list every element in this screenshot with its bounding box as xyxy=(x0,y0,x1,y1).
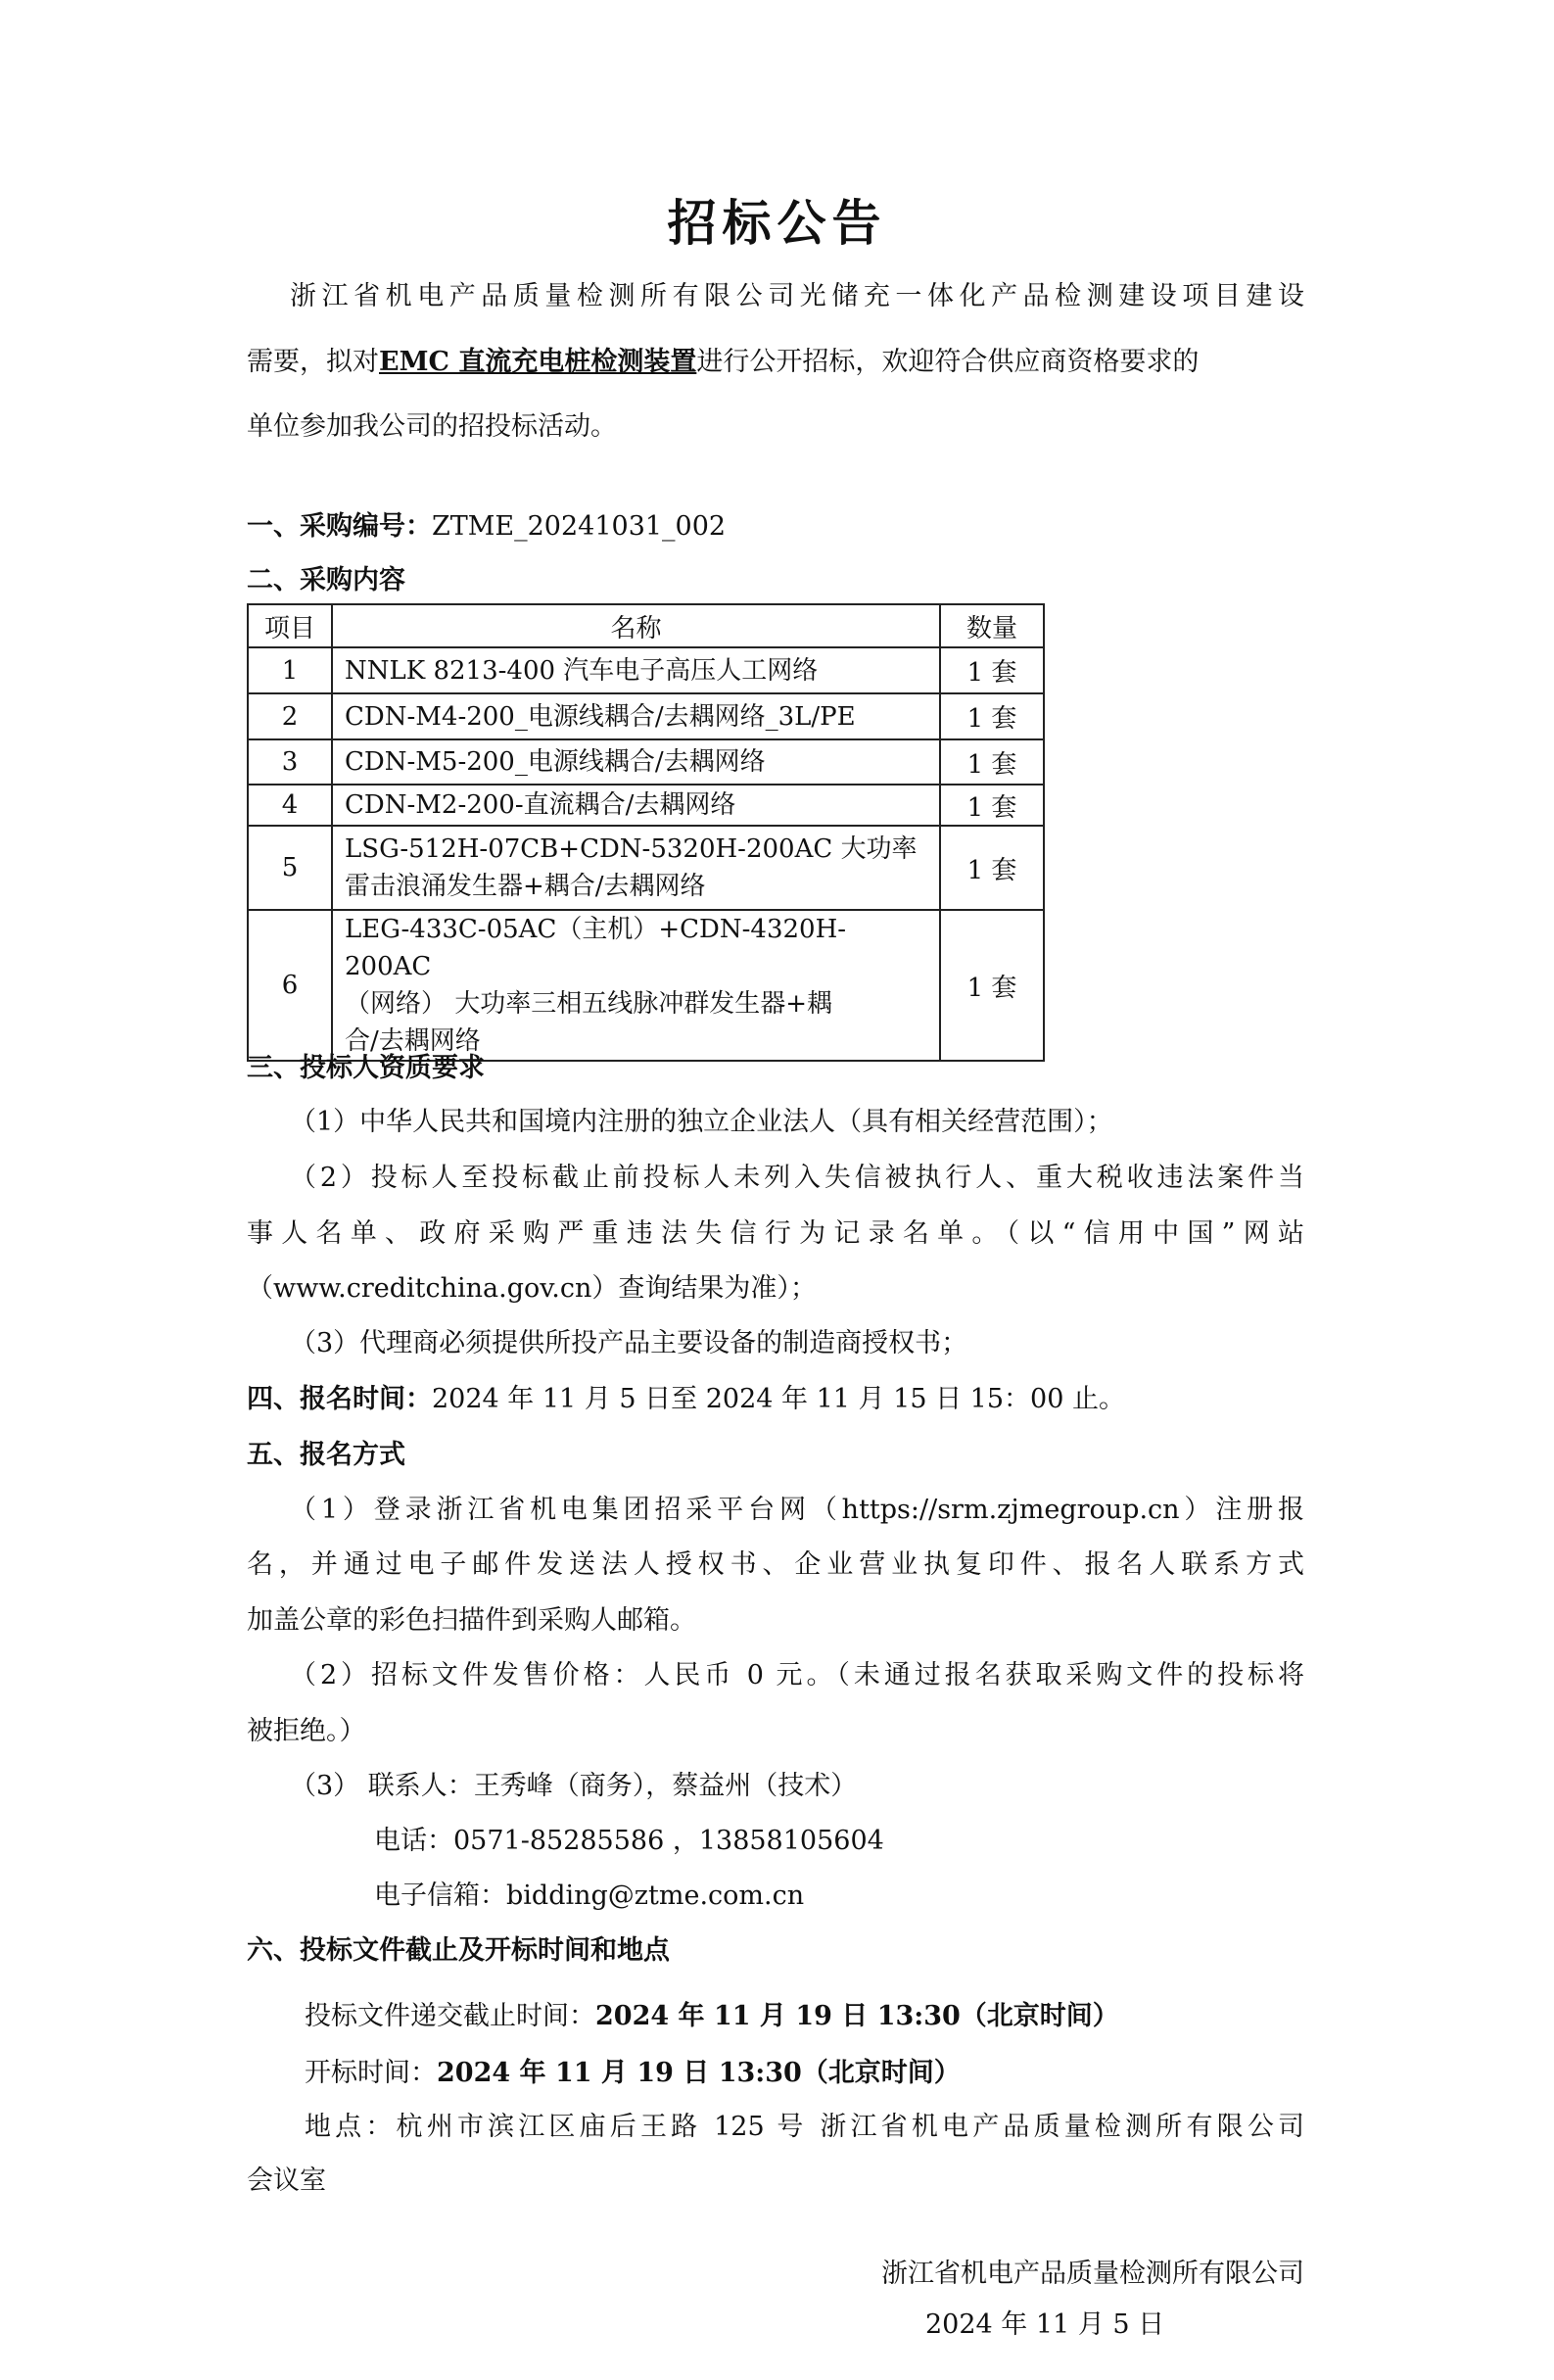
row-name-line: NNLK 8213-400 汽车电子高压人工网络 xyxy=(345,655,819,686)
intro-line-2-post: 进行公开招标，欢迎符合供应商资格要求的 xyxy=(696,347,1200,377)
row-name xyxy=(332,826,940,910)
contact-email: 电子信箱：bidding@ztme.com.cn xyxy=(374,1880,805,1911)
procurement-table xyxy=(247,603,1045,1062)
table-row xyxy=(248,647,1044,693)
deadline-value: 2024 年 11 月 19 日 13:30（北京时间） xyxy=(595,2001,1119,2031)
contact-persons: （3） 联系人：王秀峰（商务），蔡益州（技术） xyxy=(290,1771,858,1801)
registration-2-line-1: （2）招标文件发售价格：人民币 0 元。（未通过报名获取采购文件的投标将 xyxy=(290,1660,1304,1690)
deadline-label: 投标文件递交截止时间： xyxy=(305,2001,595,2031)
submission-deadline xyxy=(305,1999,1119,2034)
row-number: 3 xyxy=(248,739,332,785)
registration-1-line-2: 名，并通过电子邮件发送法人授权书、企业营业执复印件、报名人联系方式 xyxy=(247,1549,1304,1580)
table-row xyxy=(248,785,1044,826)
registration-1-line-3: 加盖公章的彩色扫描件到采购人邮箱。 xyxy=(247,1605,696,1636)
location-line-2: 会议室 xyxy=(247,2166,326,2196)
row-quantity: 1 套 xyxy=(940,647,1044,693)
row-number: 4 xyxy=(248,785,332,826)
issue-date: 2024 年 11 月 5 日 xyxy=(925,2309,1165,2340)
procurement-number: ZTME_20241031_002 xyxy=(432,511,727,542)
project-name: EMC 直流充电桩检测装置 xyxy=(379,347,697,377)
section-6-heading: 六、投标文件截止及开标时间和地点 xyxy=(247,1935,670,1966)
qualification-2-line-2: 事人名单、政府采购严重违法失信行为记录名单。（以“信用中国”网站 xyxy=(247,1218,1304,1249)
row-name xyxy=(332,910,940,1061)
row-number: 6 xyxy=(248,910,332,1061)
opening-value: 2024 年 11 月 19 日 13:30（北京时间） xyxy=(437,2058,961,2088)
table-row xyxy=(248,739,1044,785)
table-row xyxy=(248,910,1044,1061)
row-name-line: LEG-433C-05AC（主机）+CDN-4320H-200AC xyxy=(345,915,847,981)
row-name-line: LSG-512H-07CB+CDN-5320H-200AC 大功率 xyxy=(345,834,918,864)
intro-line-1: 浙江省机电产品质量检测所有限公司光储充一体化产品检测建设项目建设 xyxy=(290,281,1304,311)
row-quantity: 1 套 xyxy=(940,785,1044,826)
row-name-line: 雷击浪涌发生器+耦合/去耦网络 xyxy=(345,872,706,901)
row-name-line: CDN-M2-200-直流耦合/去耦网络 xyxy=(345,790,736,820)
intro-line-2 xyxy=(247,345,1199,380)
row-number: 5 xyxy=(248,826,332,910)
row-name-line: 合/去耦网络 xyxy=(345,1026,481,1056)
row-name-line: CDN-M5-200_电源线耦合/去耦网络 xyxy=(345,747,766,777)
opening-label: 开标时间： xyxy=(305,2058,437,2088)
qualification-2-line-1: （2）投标人至投标截止前投标人未列入失信被执行人、重大税收违法案件当 xyxy=(290,1163,1304,1193)
qualification-2-line-3: （www.creditchina.gov.cn）查询结果为准）； xyxy=(247,1273,817,1304)
section-4-heading: 四、报名时间： xyxy=(247,1384,432,1414)
row-name-line: CDN-M4-200_电源线耦合/去耦网络_3L/PE xyxy=(345,701,856,732)
table-row xyxy=(248,693,1044,739)
registration-2-line-2: 被拒绝。） xyxy=(247,1716,366,1746)
section-registration-time xyxy=(247,1382,1125,1417)
row-name xyxy=(332,647,940,693)
section-procurement-number xyxy=(247,509,726,545)
qualification-1: （1）中华人民共和国境内注册的独立企业法人（具有相关经营范围）； xyxy=(290,1107,1113,1137)
row-name xyxy=(332,693,940,739)
row-quantity: 1 套 xyxy=(940,826,1044,910)
row-name xyxy=(332,785,940,826)
header-item: 项目 xyxy=(248,604,332,647)
row-quantity: 1 套 xyxy=(940,910,1044,1061)
location-line-1: 地点：杭州市滨江区庙后王路 125 号 浙江省机电产品质量检测所有限公司 xyxy=(305,2112,1304,2142)
row-number: 2 xyxy=(248,693,332,739)
table-header-row xyxy=(248,604,1044,647)
row-name-line: （网络） 大功率三相五线脉冲群发生器+耦 xyxy=(345,989,833,1019)
page-title: 招标公告 xyxy=(667,194,887,252)
row-name xyxy=(332,739,940,785)
section-2-heading: 二、采购内容 xyxy=(247,565,405,595)
section-1-heading: 一、采购编号： xyxy=(247,511,432,542)
qualification-3: （3）代理商必须提供所投产品主要设备的制造商授权书； xyxy=(290,1328,968,1358)
intro-line-3: 单位参加我公司的招投标活动。 xyxy=(247,411,617,442)
header-quantity: 数量 xyxy=(940,604,1044,647)
row-quantity: 1 套 xyxy=(940,693,1044,739)
section-3-heading: 三、投标人资质要求 xyxy=(247,1053,485,1083)
issuer-company: 浙江省机电产品质量检测所有限公司 xyxy=(881,2259,1304,2289)
intro-line-2-pre: 需要，拟对 xyxy=(247,347,379,377)
header-name: 名称 xyxy=(332,604,940,647)
contact-phone: 电话：0571-85285586 ，13858105604 xyxy=(374,1826,884,1856)
row-number: 1 xyxy=(248,647,332,693)
registration-time: 2024 年 11 月 5 日至 2024 年 11 月 15 日 15：00 止。 xyxy=(432,1384,1125,1414)
table-row xyxy=(248,826,1044,910)
section-5-heading: 五、报名方式 xyxy=(247,1440,405,1470)
registration-1-line-1: （1）登录浙江省机电集团招采平台网（https://srm.zjmegroup.cn）注册报 xyxy=(290,1495,1304,1525)
row-quantity: 1 套 xyxy=(940,739,1044,785)
bid-opening-time xyxy=(305,2056,961,2091)
